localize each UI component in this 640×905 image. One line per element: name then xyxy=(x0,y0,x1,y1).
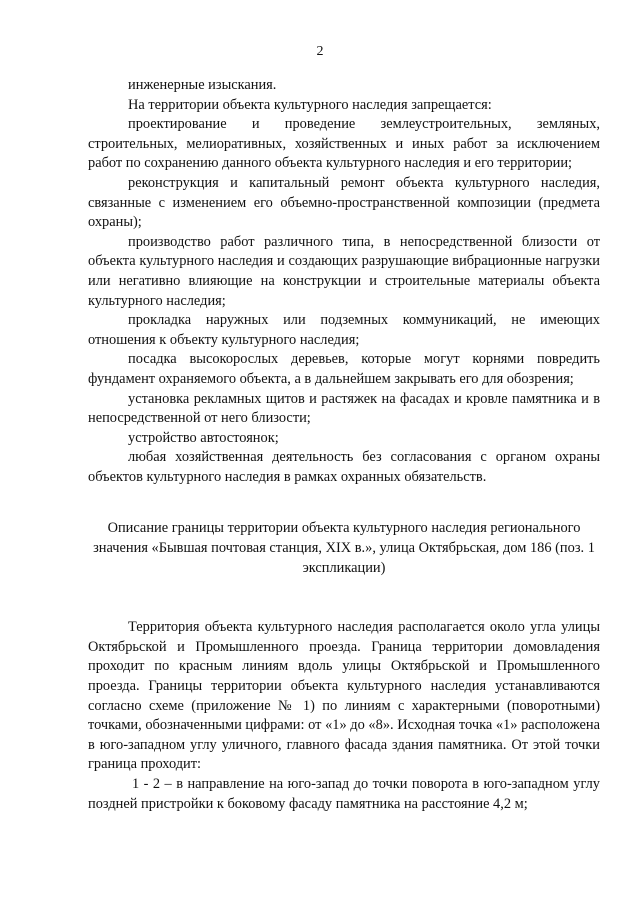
paragraph-prohibited-economic: любая хозяйственная деятельность без согласования с органом охраны объектов культурного наследия в рамках охранных обязательств. xyxy=(88,449,600,485)
section-heading: Описание границы территории объекта культурного наследия регионального значения «Бывшая почтовая станция, XIX в.», улица Октябрьская, дом 186 (поз. 1 экспликации) xyxy=(93,520,595,576)
paragraph-territory-description: Территория объекта культурного наследия располагается около угла улицы Октябрьской и Промышленного проезда. Граница территории домовладения проходит по красным линиям вдоль улицы Октябрьской и Промышленного проезда. Границы территории объекта культурного наследия устанавливаются согласно схеме (приложение № 1) по линиям с характерными (поворотными) точками, обозначенными цифрами: от «1» до «8». Исходная точка «1» расположена в юго-западном углу уличного, главного фасада здания памятника. От этой точки граница проходит: xyxy=(88,619,600,773)
page-number: 2 xyxy=(316,44,324,59)
paragraph-prohibited-parking: устройство автостоянок; xyxy=(128,429,279,446)
paragraph-boundary-segment: 1 - 2 – в направление на юго-запад до точки поворота в юго-западном углу поздней пристройки к боковому фасаду памятника на расстояние 4,2 м; xyxy=(88,776,600,812)
spacer xyxy=(88,578,600,618)
paragraph-prohibited-design: проектирование и проведение землеустроительных, земляных, строительных, мелиоративных, хозяйственных и иных работ за исключением работ по сохранению данного объекта культурного наследия и его территории; xyxy=(88,116,600,172)
spacer xyxy=(88,487,600,519)
paragraph-prohibited-works: производство работ различного типа, в непосредственной близости от объекта культурного наследия и создающих разрушающие вибрационные нагрузки или негативно влияющие на конструкции и строительные материалы объекта культурного наследия; xyxy=(88,233,600,309)
document-body xyxy=(88,76,600,814)
paragraph-prohibited-billboards: установка рекламных щитов и растяжек на фасадах и кровле памятника и в непосредственной от него близости; xyxy=(88,390,600,427)
paragraph-engineering-surveys: инженерные изыскания. xyxy=(128,77,277,93)
paragraph-prohibited-intro: На территории объекта культурного наследия запрещается: xyxy=(128,96,492,113)
paragraph-prohibited-communications: прокладка наружных или подземных коммуникаций, не имеющих отношения к объекту культурного наследия; xyxy=(88,312,600,348)
paragraph-prohibited-reconstruction: реконструкция и капитальный ремонт объекта культурного наследия, связанные с изменением его объемно-пространственной композиции (предмета охраны); xyxy=(88,174,600,231)
paragraph-prohibited-trees: посадка высокорослых деревьев, которые могут корнями повредить фундамент охраняемого объекта, а в дальнейшем закрывать его для обозрения; xyxy=(88,351,600,387)
